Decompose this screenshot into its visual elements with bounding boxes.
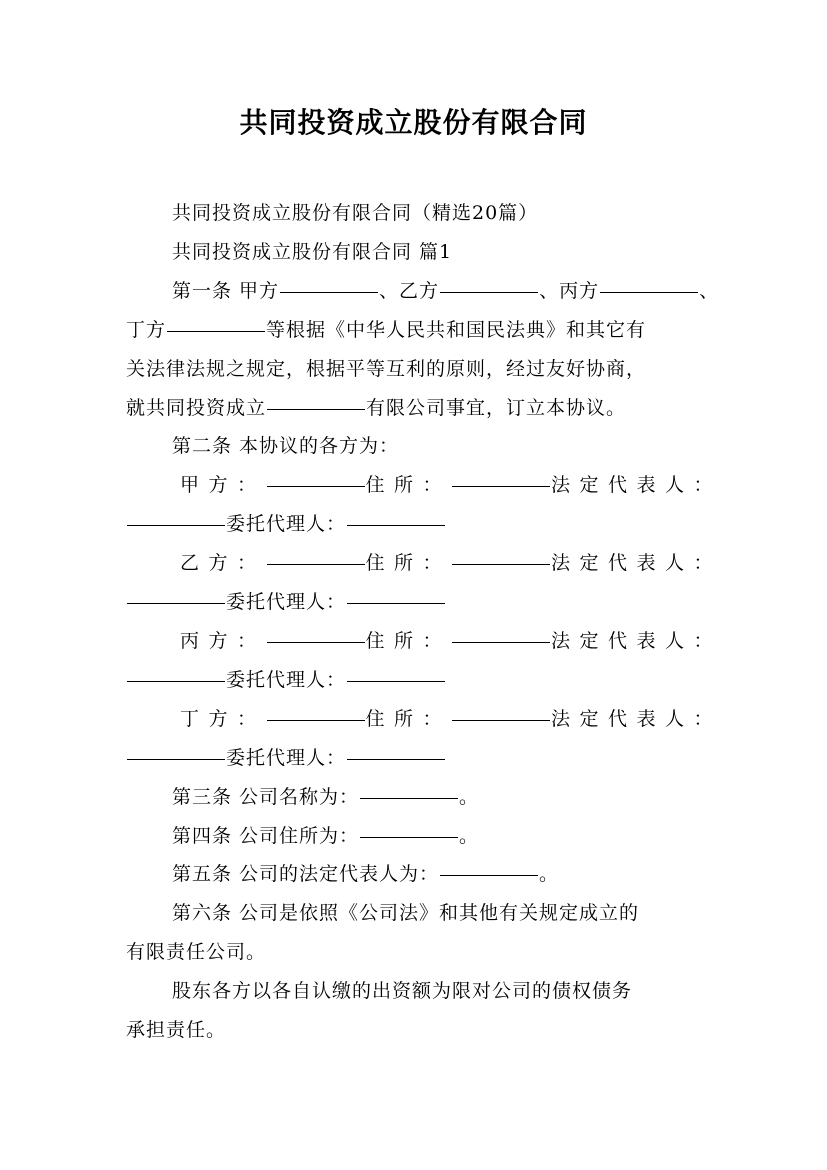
blank-legal-rep xyxy=(440,874,538,876)
party-d-address-label: 住所： xyxy=(365,707,452,730)
article-1-line-4-start: 就共同投资成立 xyxy=(126,396,267,419)
party-b-address-label: 住所： xyxy=(365,552,452,575)
blank-party-c xyxy=(600,291,698,293)
article-1-line-1 xyxy=(126,272,720,311)
party-b-rep-label: 法定代表人： xyxy=(551,552,723,575)
article-1-sep-3: 、 xyxy=(699,279,720,302)
article-1-sep-1: 、乙方 xyxy=(379,279,440,302)
blank-company-title xyxy=(360,797,458,799)
party-c-line xyxy=(126,622,723,661)
article-1-sep-2: 、丙方 xyxy=(539,279,600,302)
document-body xyxy=(126,194,723,1050)
party-d-agent-label: 委托代理人： xyxy=(226,746,347,769)
article-1-line-2-end: 等根据《中华人民共和国民法典》和其它有 xyxy=(266,318,647,341)
article-4-end: 。 xyxy=(459,824,480,847)
article-5-text: 第五条 公司的法定代表人为： xyxy=(172,863,440,886)
party-a-address-label: 住所： xyxy=(365,474,452,497)
blank-party-a-address xyxy=(452,485,550,487)
party-b-agent-label: 委托代理人： xyxy=(226,591,347,614)
liability-line-1: 股东各方以各自认缴的出资额为限对公司的债权债务 xyxy=(172,980,633,1003)
blank-party-d xyxy=(167,330,265,332)
party-b-line xyxy=(126,544,723,583)
party-a-name: 甲方： xyxy=(180,474,266,497)
blank-party-b-name xyxy=(267,563,365,565)
blank-party-c-name xyxy=(267,641,365,643)
article-1-line-3: 关法律法规之规定，根据平等互利的原则，经过友好协商， xyxy=(126,357,647,380)
party-a-rep-label: 法定代表人： xyxy=(551,474,723,497)
blank-party-c-rep xyxy=(127,680,225,682)
article-4 xyxy=(126,817,706,856)
article-6-line-2: 有限责任公司。 xyxy=(126,941,267,964)
blank-company-name xyxy=(267,408,365,410)
party-c-address-label: 住所： xyxy=(365,629,452,652)
blank-party-b-rep xyxy=(127,602,225,604)
blank-party-c-address xyxy=(452,641,550,643)
blank-party-d-name xyxy=(267,719,365,721)
article-4-text: 第四条 公司住所为： xyxy=(172,824,360,847)
blank-party-d-agent xyxy=(347,758,445,760)
article-1-line-4-end: 有限公司事宜，订立本协议。 xyxy=(366,396,627,419)
blank-party-a-rep xyxy=(127,524,225,526)
party-c-name: 丙方： xyxy=(180,629,266,652)
document-title: 共同投资成立股份有限合同 xyxy=(239,106,588,139)
party-a-agent-label: 委托代理人： xyxy=(226,513,347,536)
document-heading: 共同投资成立股份有限合同（精选20篇） xyxy=(172,202,539,224)
article-1-line-2-start: 丁方 xyxy=(126,318,167,341)
article-1-line-4 xyxy=(126,389,706,428)
article-3-end: 。 xyxy=(459,785,480,808)
blank-party-c-agent xyxy=(347,680,445,682)
party-c-agent-label: 委托代理人： xyxy=(226,668,347,691)
article-2: 第二条 本协议的各方为： xyxy=(172,435,400,458)
party-c-rep-label: 法定代表人： xyxy=(551,629,723,652)
blank-party-a-agent xyxy=(347,524,445,526)
article-3 xyxy=(126,778,706,817)
blank-company-address xyxy=(360,836,458,838)
party-d-agent-line xyxy=(126,739,706,778)
article-5-end: 。 xyxy=(539,863,560,886)
blank-party-b-address xyxy=(452,563,550,565)
article-6-line-1: 第六条 公司是依照《公司法》和其他有关规定成立的 xyxy=(172,902,640,925)
article-5 xyxy=(126,855,706,894)
article-1-lead: 第一条 甲方 xyxy=(172,279,280,302)
party-d-rep-label: 法定代表人： xyxy=(551,707,723,730)
party-b-name: 乙方： xyxy=(180,552,266,575)
article-3-text: 第三条 公司名称为： xyxy=(172,785,360,808)
blank-party-a xyxy=(280,291,378,293)
party-b-agent-line xyxy=(126,583,706,622)
party-d-line xyxy=(126,700,723,739)
chapter-heading: 共同投资成立股份有限合同 篇1 xyxy=(172,240,453,263)
blank-party-d-rep xyxy=(127,758,225,760)
party-a-line xyxy=(126,466,723,505)
party-a-agent-line xyxy=(126,505,706,544)
party-c-agent-line xyxy=(126,661,706,700)
blank-party-b xyxy=(440,291,538,293)
blank-party-a-name xyxy=(267,485,365,487)
blank-party-d-address xyxy=(452,719,550,721)
blank-party-b-agent xyxy=(347,602,445,604)
party-d-name: 丁方： xyxy=(180,707,266,730)
liability-line-2: 承担责任。 xyxy=(126,1019,227,1042)
article-1-line-2 xyxy=(126,311,706,350)
